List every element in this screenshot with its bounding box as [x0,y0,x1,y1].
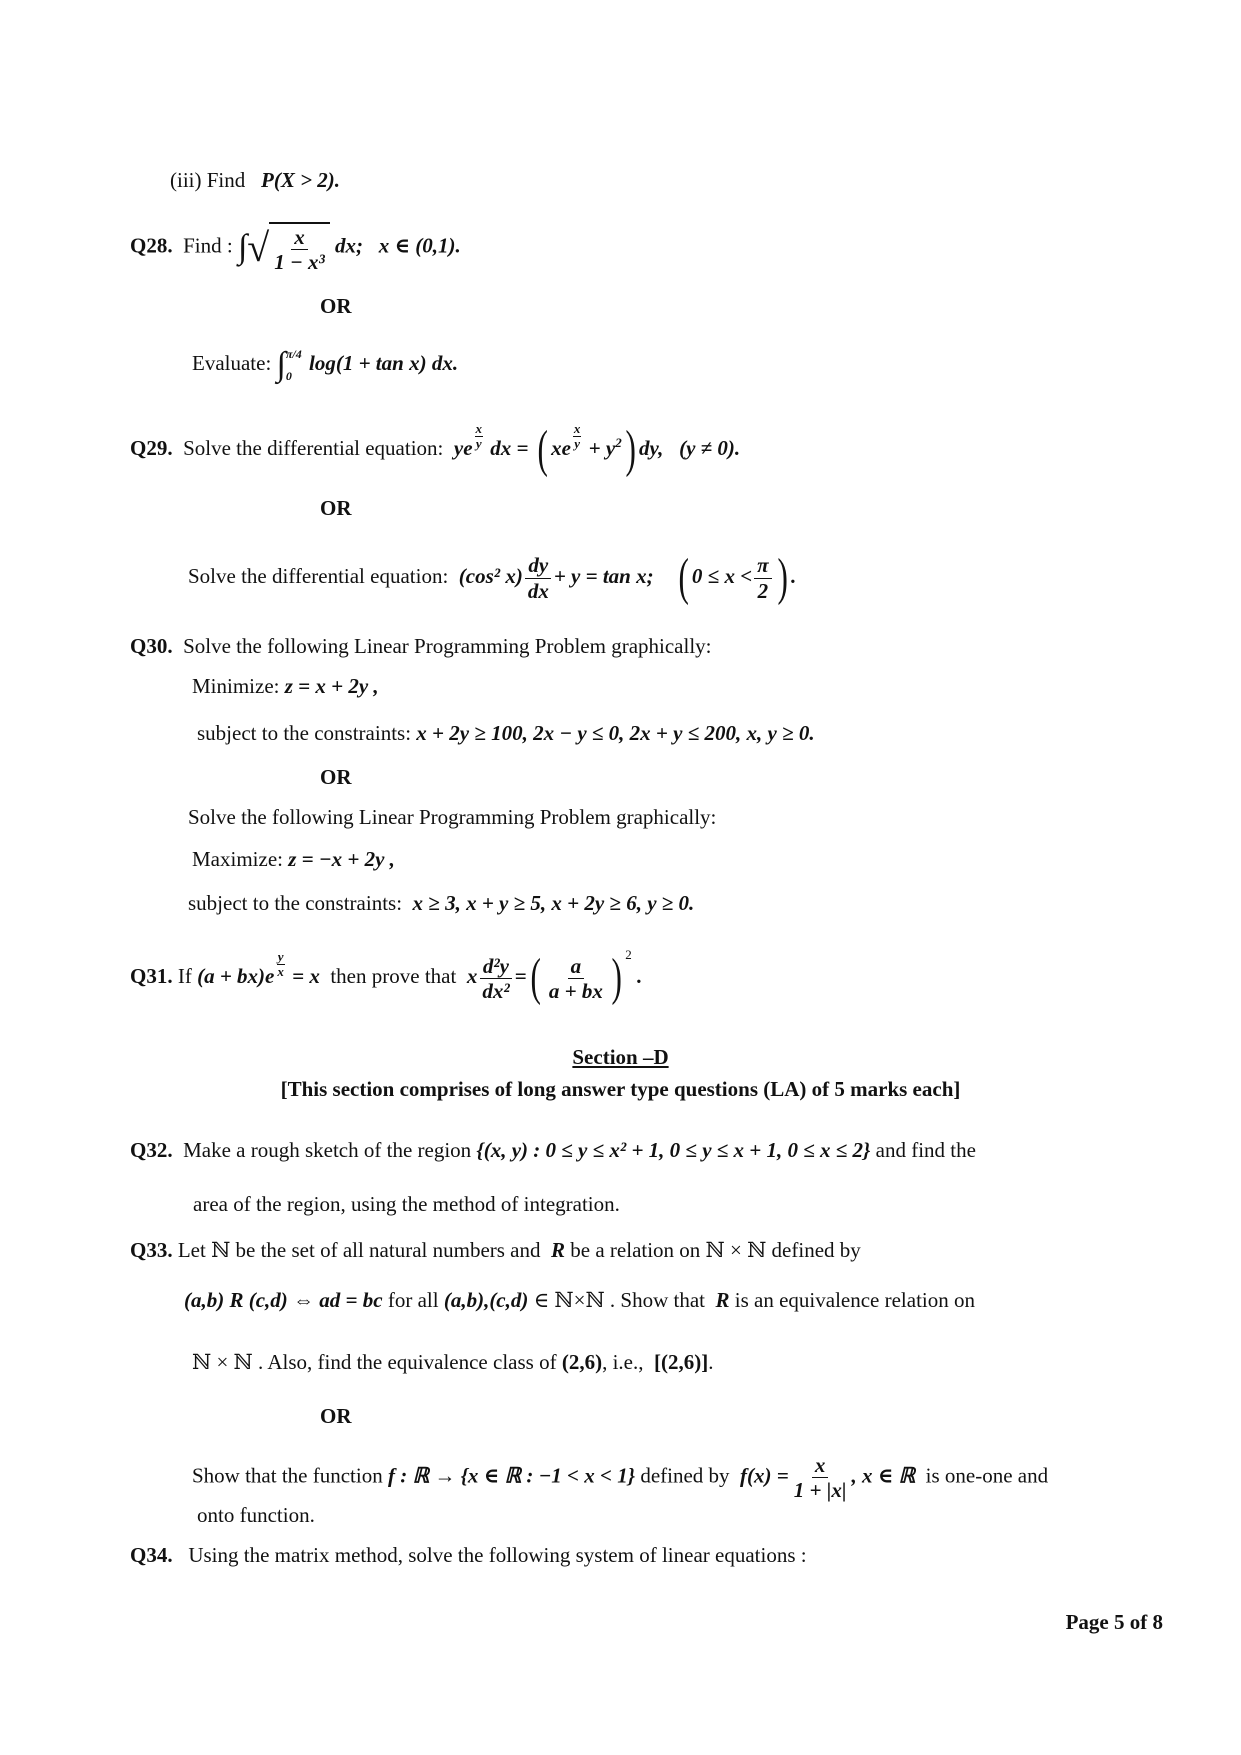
integral-sign: ∫ [276,346,286,383]
or-divider: OR [320,1404,352,1428]
question-number: Q31. [130,964,173,988]
question-number: Q34. [130,1543,173,1567]
lhs: (a + bx)e $\frac{y}{x}$ = x [197,949,320,988]
section-title: Section –D [572,1045,669,1069]
question-q32: Q32. Make a rough sketch of the region {(x, y) : 0 ≤ y ≤ x² + 1, 0 ≤ y ≤ x + 1, 0 ≤ x ≤ 2} and find the [130,1138,976,1162]
or-divider: OR [320,294,352,318]
q28-alternative [192,348,458,382]
q30-alt-constraints: subject to the constraints: x ≥ 3, x + y ≥ 5, x + 2y ≥ 6, y ≥ 0. [188,891,695,915]
alt-text: Evaluate: [192,350,272,375]
lower-limit: 0 [285,369,292,383]
question-q28 [130,222,461,273]
upper-limit: π/4 [285,347,302,361]
question-text: Solve the following Linear Programming Problem graphically: [183,634,712,658]
question-q34: Q34. Using the matrix method, solve the following system of linear equations : [130,1543,807,1567]
lhs: ye $\frac{x}{y}$ dx = [453,421,529,460]
section-subtitle: [This section comprises of long answer type questions (LA) of 5 marks each] [280,1077,961,1101]
question-text: Solve the differential equation: [183,435,444,460]
alt-expr: log(1 + tan x) dx. [309,350,459,375]
q32-line2: area of the region, using the method of integration. [193,1192,620,1216]
q33-alt-line2: onto function. [197,1503,315,1527]
alt-lhs: (cos² x) [458,563,523,588]
condition: (y ≠ 0). [679,435,741,460]
q30-alt-text: Solve the following Linear Programming Problem graphically: [188,805,717,829]
q29-alternative: Solve the differential equation: (cos² x) $\frac{dy}{dx}$ + y = tan x; ( 0 ≤ x < $\frac{\pi}{2}$ ) . [188,549,797,606]
alt-rhs: + y = tan x; [553,563,654,588]
question-q29: Q29. Solve the differential equation: ye $\frac{x}{y}$ dx = ( xe $\frac{x}{y}$ + $y^2$) dy, (y ≠ 0). [130,421,741,479]
question-number: Q28. [130,233,173,258]
q30-objective: Minimize: z = x + 2y , [192,674,379,698]
domain-expr: x ∈ (0,1). [378,233,461,258]
q30-alt-objective: Maximize: z = −x + 2y , [192,847,395,871]
region-expr: {(x, y) : 0 ≤ y ≤ x² + 1, 0 ≤ y ≤ x + 1, 0 ≤ x ≤ 2} [476,1138,871,1162]
or-divider: OR [320,496,352,520]
q33-line2: (a,b) R (c,d) ⇔ ad = bc for all (a,b),(c,d) ∈ ℕ×ℕ . Show that R is an equivalence relation on [184,1288,976,1312]
question-number: Q32. [130,1138,173,1162]
alt-condition: 0 ≤ x < [691,563,753,588]
integral-tail: dx; [335,233,364,258]
q30-constraints: subject to the constraints: x + 2y ≥ 100, 2x − y ≤ 0, 2x + y ≤ 200, x, y ≥ 0. [197,721,815,745]
q27-part-iii [170,170,340,191]
question-number: Q30. [130,634,173,658]
sqrt-expression: √ $\frac{x}{\text{1 − x³}}$ [247,222,329,273]
q27-part-expr: P(X > 2). [261,168,341,192]
question-q33: Q33. Let ℕ be the set of all natural numbers and R be a relation on ℕ × ℕ defined by [130,1238,861,1262]
question-text: Find : [183,233,233,258]
question-number: Q33. [130,1238,173,1262]
integral-sign: ∫ [237,228,248,266]
rhs-tail: dy, [639,435,664,460]
question-q30 [130,636,712,657]
alt-text: Solve the differential equation: [188,563,449,588]
q33-alternative: Show that the function f : ℝ → {x ∈ ℝ : −1 < x < 1} defined by f(x) = $\frac{x}{1 + |x|}$ , x ∈ ℝ is one-one and [192,1453,1049,1503]
question-number: Q29. [130,435,173,460]
or-divider: OR [320,765,352,789]
question-q31: Q31. If (a + bx)e $\frac{y}{x}$ = x then prove that x $\frac{\text{d²y}}{\text{dx²}}$ =( $\frac{a}{a + bx}$ ) $^2$ . [130,947,643,1007]
q27-part-label: (iii) Find [170,168,246,192]
rhs: xe $\frac{x}{y}$ + $y^2$ [551,421,622,460]
q33-line3: ℕ × ℕ . Also, find the equivalence class of (2,6), i.e., [(2,6)]. [192,1350,714,1374]
page-number: Page 5 of 8 [1065,1610,1163,1634]
